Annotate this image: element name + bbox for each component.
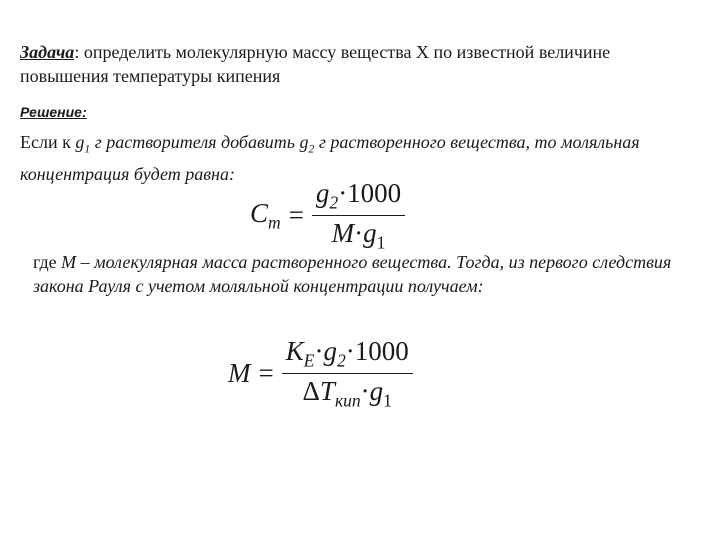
formula-molar-mass: M = $\frac{K_E\cdot g_2\cdot 1000}{\Delta T_{кип}\cdot g_1}$ (228, 336, 413, 412)
formula2-fraction (282, 336, 413, 412)
formula1-lhs: $C_m$ (250, 198, 281, 233)
formula1-denominator: $M\cdot g_1$ (331, 218, 386, 253)
formula-molality: $C_m$ = $\frac{g_2\cdot 1000}{M\cdot g_1}$ (250, 178, 405, 254)
solution-label: Решение: (20, 104, 87, 120)
task-statement (20, 40, 700, 88)
task-label: Задача (20, 42, 75, 62)
formula2-lhs: M (228, 358, 251, 389)
paragraph-molality: Если к $g_1$ г растворителя добавить $g_2$ г растворенного вещества, то моляльная концентрация будет равна: (20, 132, 640, 184)
task-text: : определить молекулярную массу вещества X по известной величине повышения температуры кипения (20, 42, 611, 86)
formula2-numerator: $K_E\cdot g_2\cdot 1000$ (282, 336, 413, 374)
formula2-denominator: $\Delta T_{кип}\cdot g_1$ (302, 376, 392, 411)
formula1-fraction (312, 178, 405, 254)
formula1-numerator: $g_2\cdot 1000$ (312, 178, 405, 216)
paragraph-raoult: где M – молекулярная масса растворенного вещества. Тогда, из первого следствия закона Рауля с учетом моляльной концентрации получаем: (33, 252, 672, 296)
